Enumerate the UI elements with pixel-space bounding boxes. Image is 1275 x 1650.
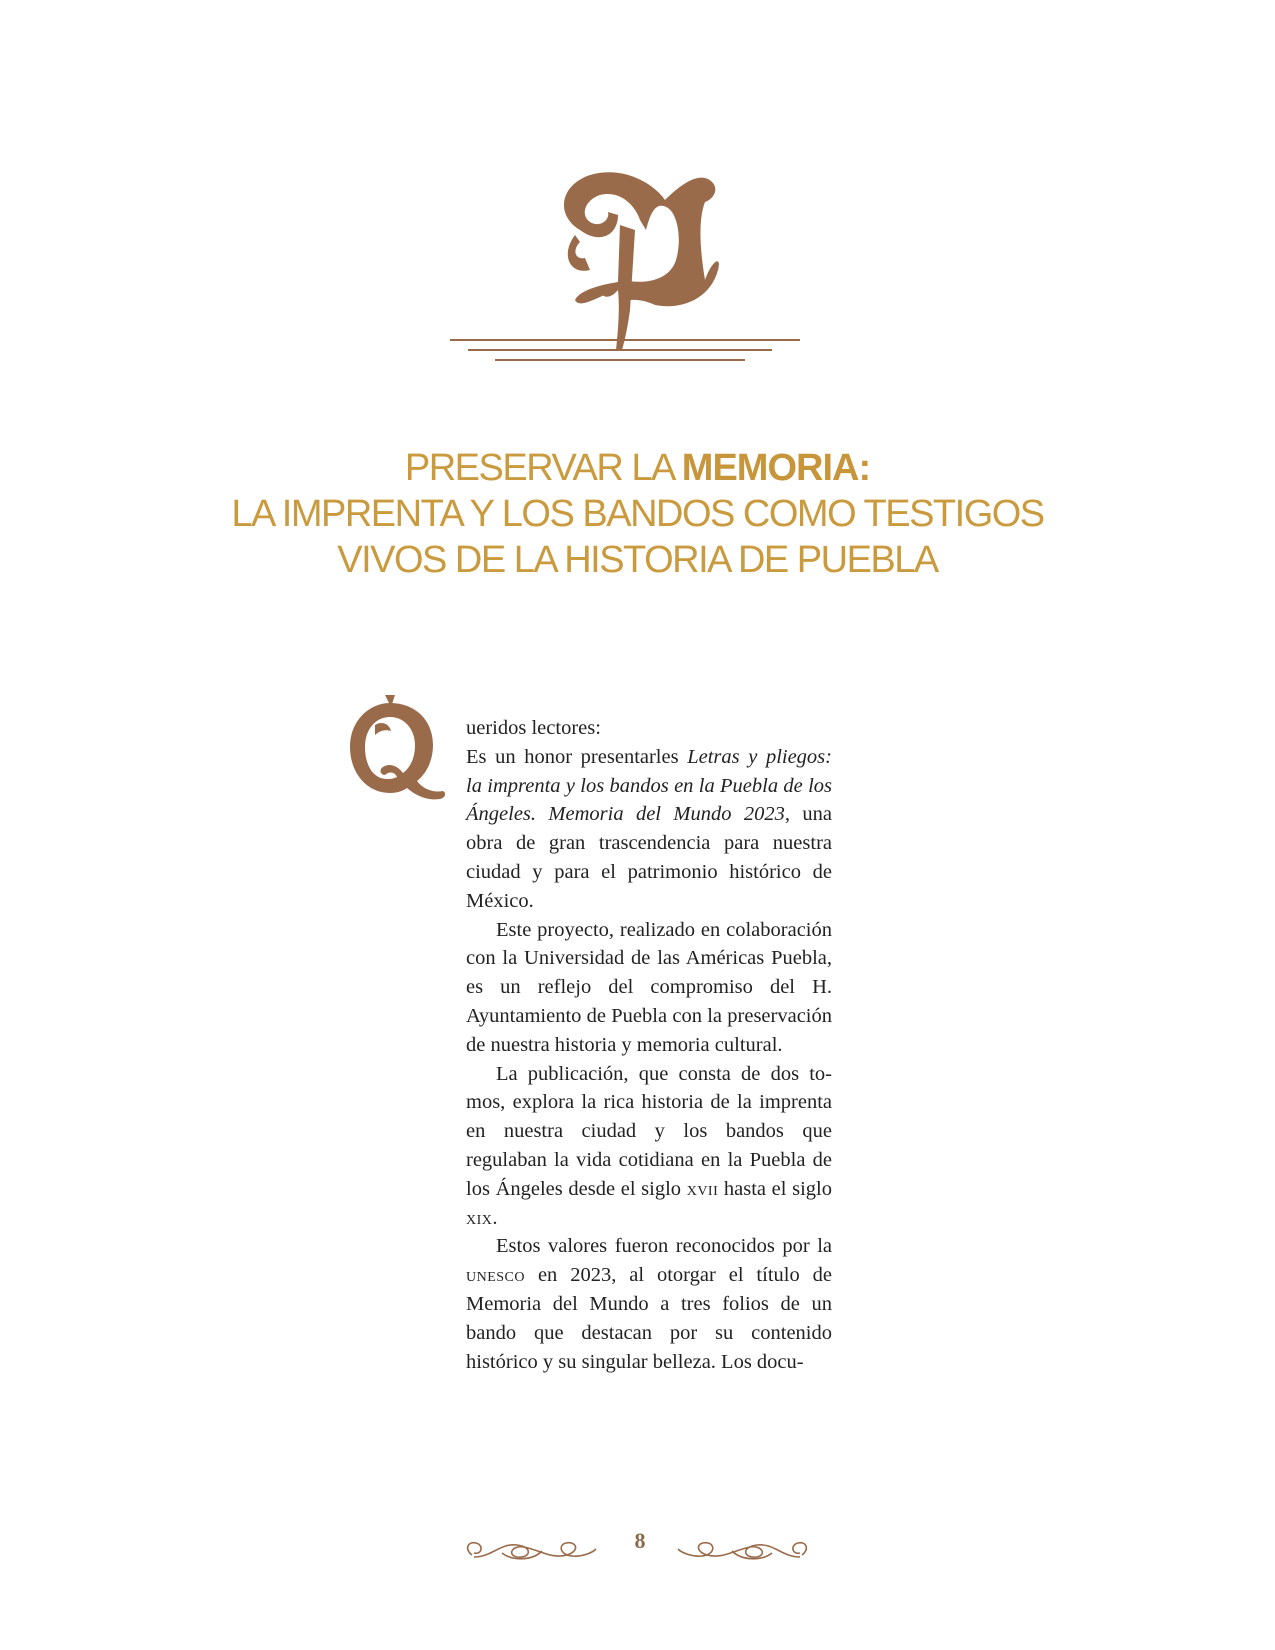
- paragraph-1: [466, 743, 832, 916]
- blackletter-q-dropcap: [345, 695, 450, 805]
- article-title: [0, 445, 1275, 583]
- paragraph-3-text-c: .: [492, 1206, 498, 1229]
- paragraph-4: [466, 1232, 832, 1376]
- century-xix: xix: [466, 1206, 493, 1229]
- paragraph-4-text-a: Estos valores fueron reconocidos por la: [496, 1235, 832, 1258]
- title-line-1: [0, 445, 1275, 491]
- paragraph-1-text-b: , una obra de gran trascendencia para nuestra ciudad y para el patrimonio histórico de México.: [466, 803, 832, 912]
- paragraph-1-text-a: Es un honor presentarles: [466, 745, 688, 768]
- left-flourish-ornament: [462, 1535, 602, 1565]
- paragraph-3: [466, 1060, 832, 1233]
- blackletter-p-ornament: [450, 160, 850, 385]
- century-xvii: xvii: [686, 1177, 719, 1200]
- title-line-3: VIVOS DE LA HISTORIA DE PUEBLA: [337, 539, 938, 581]
- salutation: ueridos lectores:: [466, 717, 601, 739]
- right-flourish-ornament: [672, 1535, 812, 1565]
- body-text: [466, 714, 832, 1376]
- paragraph-3-text-a: La publicación, que consta de dos tomos, explora la rica historia de la imprenta en nuestra ciudad y los bandos que regulaban la vida cotidiana en la Puebla de los Ángeles desde el siglo: [466, 1062, 832, 1200]
- paragraph-3-text-b: hasta el siglo: [718, 1177, 832, 1200]
- paragraph-2: Este proyecto, realizado en colaboración con la Universidad de las Américas Puebla, es un reflejo del compromiso del H. Ayuntamiento de Puebla con la preservación de nuestra historia y memoria cultural.: [466, 918, 832, 1056]
- book-title: Letras y pliegos: la imprenta y los bandos en la Puebla de los Ángeles. Memoria del Mundo 2023: [466, 745, 832, 826]
- paragraph-4-text-b: en 2023, al otorgar el título de Memoria del Mundo a tres folios de un bando que destacan por su contenido histórico y su singular belleza. Los docu-: [466, 1264, 832, 1373]
- unesco-text: unesco: [466, 1264, 526, 1287]
- title-prefix: PRESERVAR LA: [404, 447, 682, 489]
- title-emphasis: MEMORIA:: [681, 447, 871, 489]
- title-line-2: LA IMPRENTA Y LOS BANDOS COMO TESTIGOS: [231, 493, 1044, 535]
- page-number: 8: [634, 1528, 646, 1553]
